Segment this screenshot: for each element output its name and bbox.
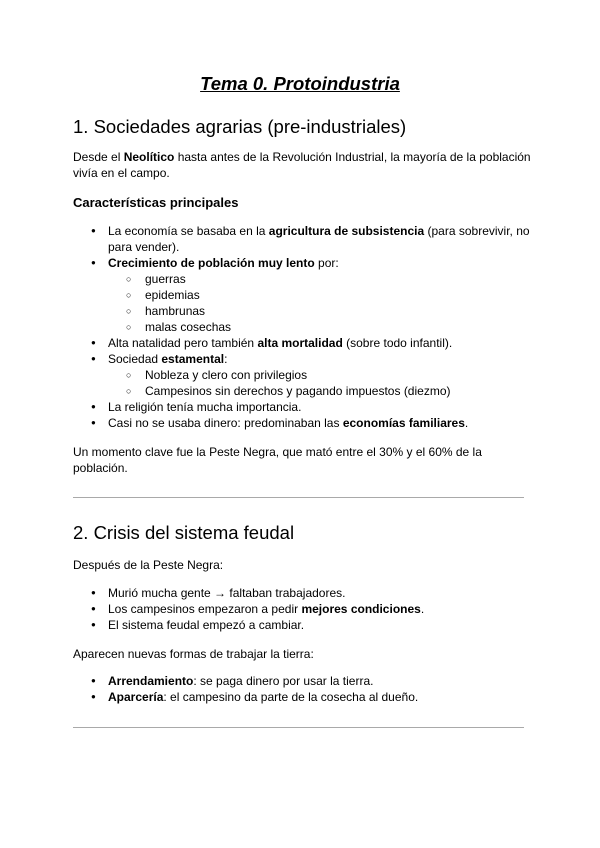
sub-list-item: ○ Nobleza y clero con privilegios [73,367,533,383]
sub-list [108,367,533,399]
section-divider [73,497,524,498]
list-item [73,689,533,705]
list-item [73,223,533,255]
list-item [73,673,533,689]
list-item [73,255,533,335]
section-divider [73,727,524,728]
item-text: Los campesinos empezaron a pedir [108,602,302,616]
list-item [73,335,533,351]
section-1-intro [73,149,533,181]
item-text: por: [314,256,339,270]
list-item [73,415,533,431]
section-2-intro: Después de la Peste Negra: [73,558,224,572]
sub-list-item: ○ hambrunas [73,303,533,319]
sub-list-item: ○ malas cosechas [73,319,533,335]
item-text: : el campesino da parte de la cosecha al dueño. [163,690,419,704]
list-item: ● El sistema feudal empezó a cambiar. [73,617,533,633]
section-1-heading: 1. Sociedades agrarias (pre-industriales) [73,116,407,137]
item-text: La economía se basaba en la [108,224,269,238]
item-bold: Aparcería [108,690,164,704]
item-text: : se paga dinero por usar la tierra. [193,674,374,688]
intro-text-a: Desde el [73,150,124,164]
item-text: (sobre todo infantil). [342,336,453,350]
sub-list-item: ○ epidemias [73,287,533,303]
intro-text-c: hasta antes de la Revolución Industrial, la mayoría de la población vivía en el campo. [73,150,531,180]
item-text: Casi no se usaba dinero: predominaban las [108,416,343,430]
consequences-list [73,585,533,633]
item-bold: economías familiares [342,416,465,430]
section-1-subheading: Características principales [73,195,239,210]
section-1-closing: Un momento clave fue la Peste Negra, que mató entre el 30% y el 60% de la población. [73,445,482,475]
sub-list-item: ○ Campesinos sin derechos y pagando impuestos (diezmo) [73,383,533,399]
item-bold: Arrendamiento [108,674,194,688]
item-text: Alta natalidad pero también [108,336,258,350]
item-text: (para sobrevivir, no para vender). [108,224,530,254]
intro-bold: Neolítico [123,150,175,164]
document-title: Tema 0. Protoindustria [200,73,400,94]
item-bold: agricultura de subsistencia [268,224,425,238]
list-item: ● Murió mucha gente → faltaban trabajadores. [73,585,533,601]
item-text: Sociedad [108,352,162,366]
item-bold: Crecimiento de población muy lento [108,256,315,270]
sub-list [108,271,533,335]
land-work-list [73,673,533,705]
item-text: . [464,416,469,430]
item-text: : [224,352,228,366]
section-2-heading: 2. Crisis del sistema feudal [73,522,295,543]
list-item: ● La religión tenía mucha importancia. [73,399,533,415]
item-bold: alta mortalidad [257,336,343,350]
characteristics-list [73,223,533,431]
sub-list-item: ○ guerras [73,271,533,287]
list-item [73,601,533,617]
item-bold: estamental [161,352,225,366]
item-text: . [420,602,425,616]
item-bold: mejores condiciones [301,602,421,616]
list-item [73,351,533,399]
section-2-intro-2: Aparecen nuevas formas de trabajar la tierra: [73,647,314,661]
